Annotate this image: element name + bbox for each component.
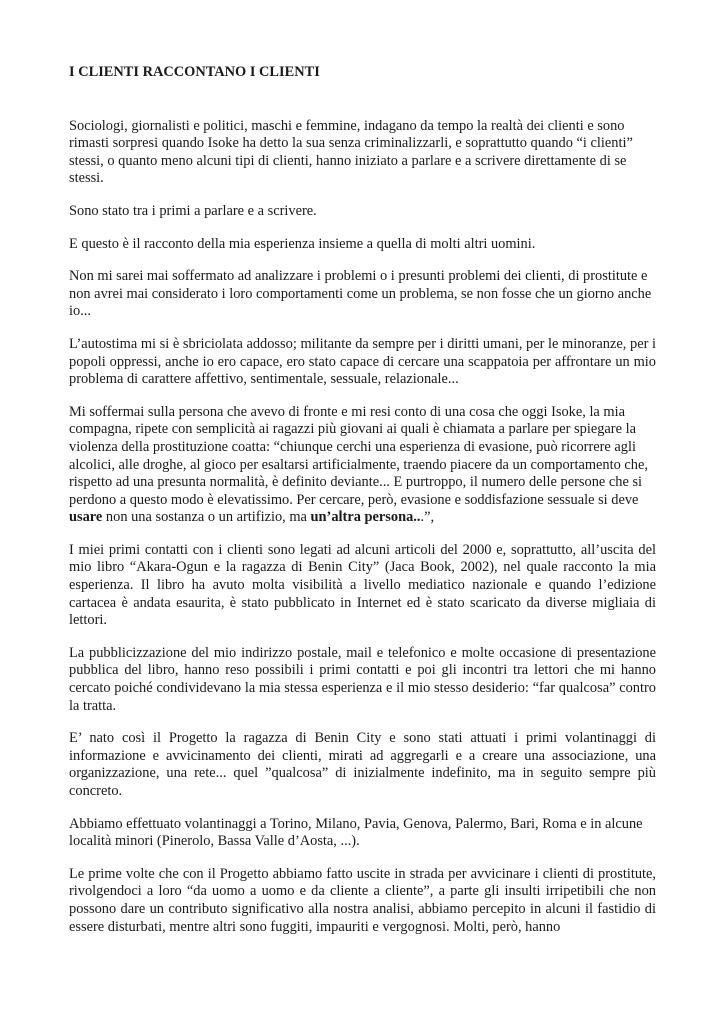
paragraph-3: E questo è il racconto della mia esperienza insieme a quella di molti altri uomini.: [69, 235, 536, 252]
paragraph-11: Le prime volte che con il Progetto abbiamo fatto uscite in strada per avvicinare i clienti di prostitute, rivolgendoci a loro “da uomo a uomo e da cliente a cliente”, a parte gli insulti irripetibili che non possono dare un contributo significativo alla nostra analisi, abbiamo percepito in alcuni il fastidio di essere disturbati, mentre altri sono fuggiti, impauriti e vergognosi. Molti, però, hanno: [69, 865, 656, 935]
paragraph-6-text-b: non una sostanza o un artifizio, ma: [102, 509, 311, 526]
paragraph-6: [69, 404, 656, 527]
paragraph-6-bold-persona: un’altra persona..: [310, 509, 421, 526]
paragraph-7: I miei primi contatti con i clienti sono legati ad alcuni articoli del 2000 e, soprattutto, all’uscita del mio libro “Akara-Ogun e la ragazza di Benin City” (Jaca Book, 2002), nel quale racconto la mia esperienza. Il libro ha avuto molta visibilità a livello mediatico nazionale e quando l’edizione cartacea è andata esaurita, è stato pubblicato in Internet ed è stato scaricato da diverse migliaia di lettori.: [69, 541, 656, 629]
document-page: [69, 64, 656, 951]
paragraph-6-text-c: .”,: [420, 509, 435, 526]
paragraph-6-text-a: Mi soffermai sulla persona che avevo di fronte e mi resi conto di una cosa che oggi Isoke, la mia compagna, ripete con semplicità ai ragazzi più giovani ai quali è chiamata a parlare per spiegare la violenza della prostituzione coatta: “chiunque cerchi una esperienza di evasione, può ricorrere agli alcolici, alle droghe, al gioco per esaltarsi artificialmente, traendo piacere da un comportamento che, rispetto ad una presunta normalità, è definito deviante... E purtroppo, il numero delle persone che si perdono a questo modo è elevatissimo. Per cercare, però, evasione e soddisfazione sessuale si deve: [69, 403, 648, 508]
document-title: I CLIENTI RACCONTANO I CLIENTI: [69, 64, 320, 80]
paragraph-1: Sociologi, giornalisti e politici, maschi e femmine, indagano da tempo la realtà dei clienti e sono rimasti sorpresi quando Isoke ha detto la sua senza criminalizzarli, e soprattutto quando “i clienti” stessi, o quanto meno alcuni tipi di clienti, hanno iniziato a parlare e a scrivere direttamente di se stessi.: [69, 117, 633, 187]
paragraph-10: Abbiamo effettuato volantinaggi a Torino, Milano, Pavia, Genova, Palermo, Bari, Roma e in alcune località minori (Pinerolo, Bassa Valle d’Aosta, ...).: [69, 815, 643, 850]
paragraph-9: E’ nato così il Progetto la ragazza di Benin City e sono stati attuati i primi volantinaggi di informazione e avvicinamento dei clienti, mirati ad aggregarli e a creare una associazione, una organizzazione, una rete... quel ”qualcosa” di inizialmente indefinito, ma in seguito sempre più concreto.: [69, 730, 656, 799]
paragraph-8: La pubblicizzazione del mio indirizzo postale, mail e telefonico e molte occasione di presentazione pubblica del libro, hanno reso possibili i primi contatti e poi gli incontri tra lettori che mi hanno cercato poiché condividevano la mia stessa esperienza e il mio stesso desiderio: “far qualcosa” contro la tratta.: [69, 644, 656, 714]
paragraph-5: L’autostima mi si è sbriciolata addosso; militante da sempre per i diritti umani, per le minoranze, per i popoli oppressi, anche io ero capace, ero stato capace di cercare una scappatoia per affrontare un mio problema di carattere affettivo, sentimentale, sessuale, relazionale...: [69, 335, 656, 388]
paragraph-4: Non mi sarei mai soffermato ad analizzare i problemi o i presunti problemi dei clienti, di prostitute e non avrei mai considerato i loro comportamenti come un problema, se non fosse che un giorno anche io...: [69, 268, 652, 320]
paragraph-2: Sono stato tra i primi a parlare e a scrivere.: [69, 202, 317, 219]
paragraph-6-bold-usare: usare: [69, 509, 103, 526]
